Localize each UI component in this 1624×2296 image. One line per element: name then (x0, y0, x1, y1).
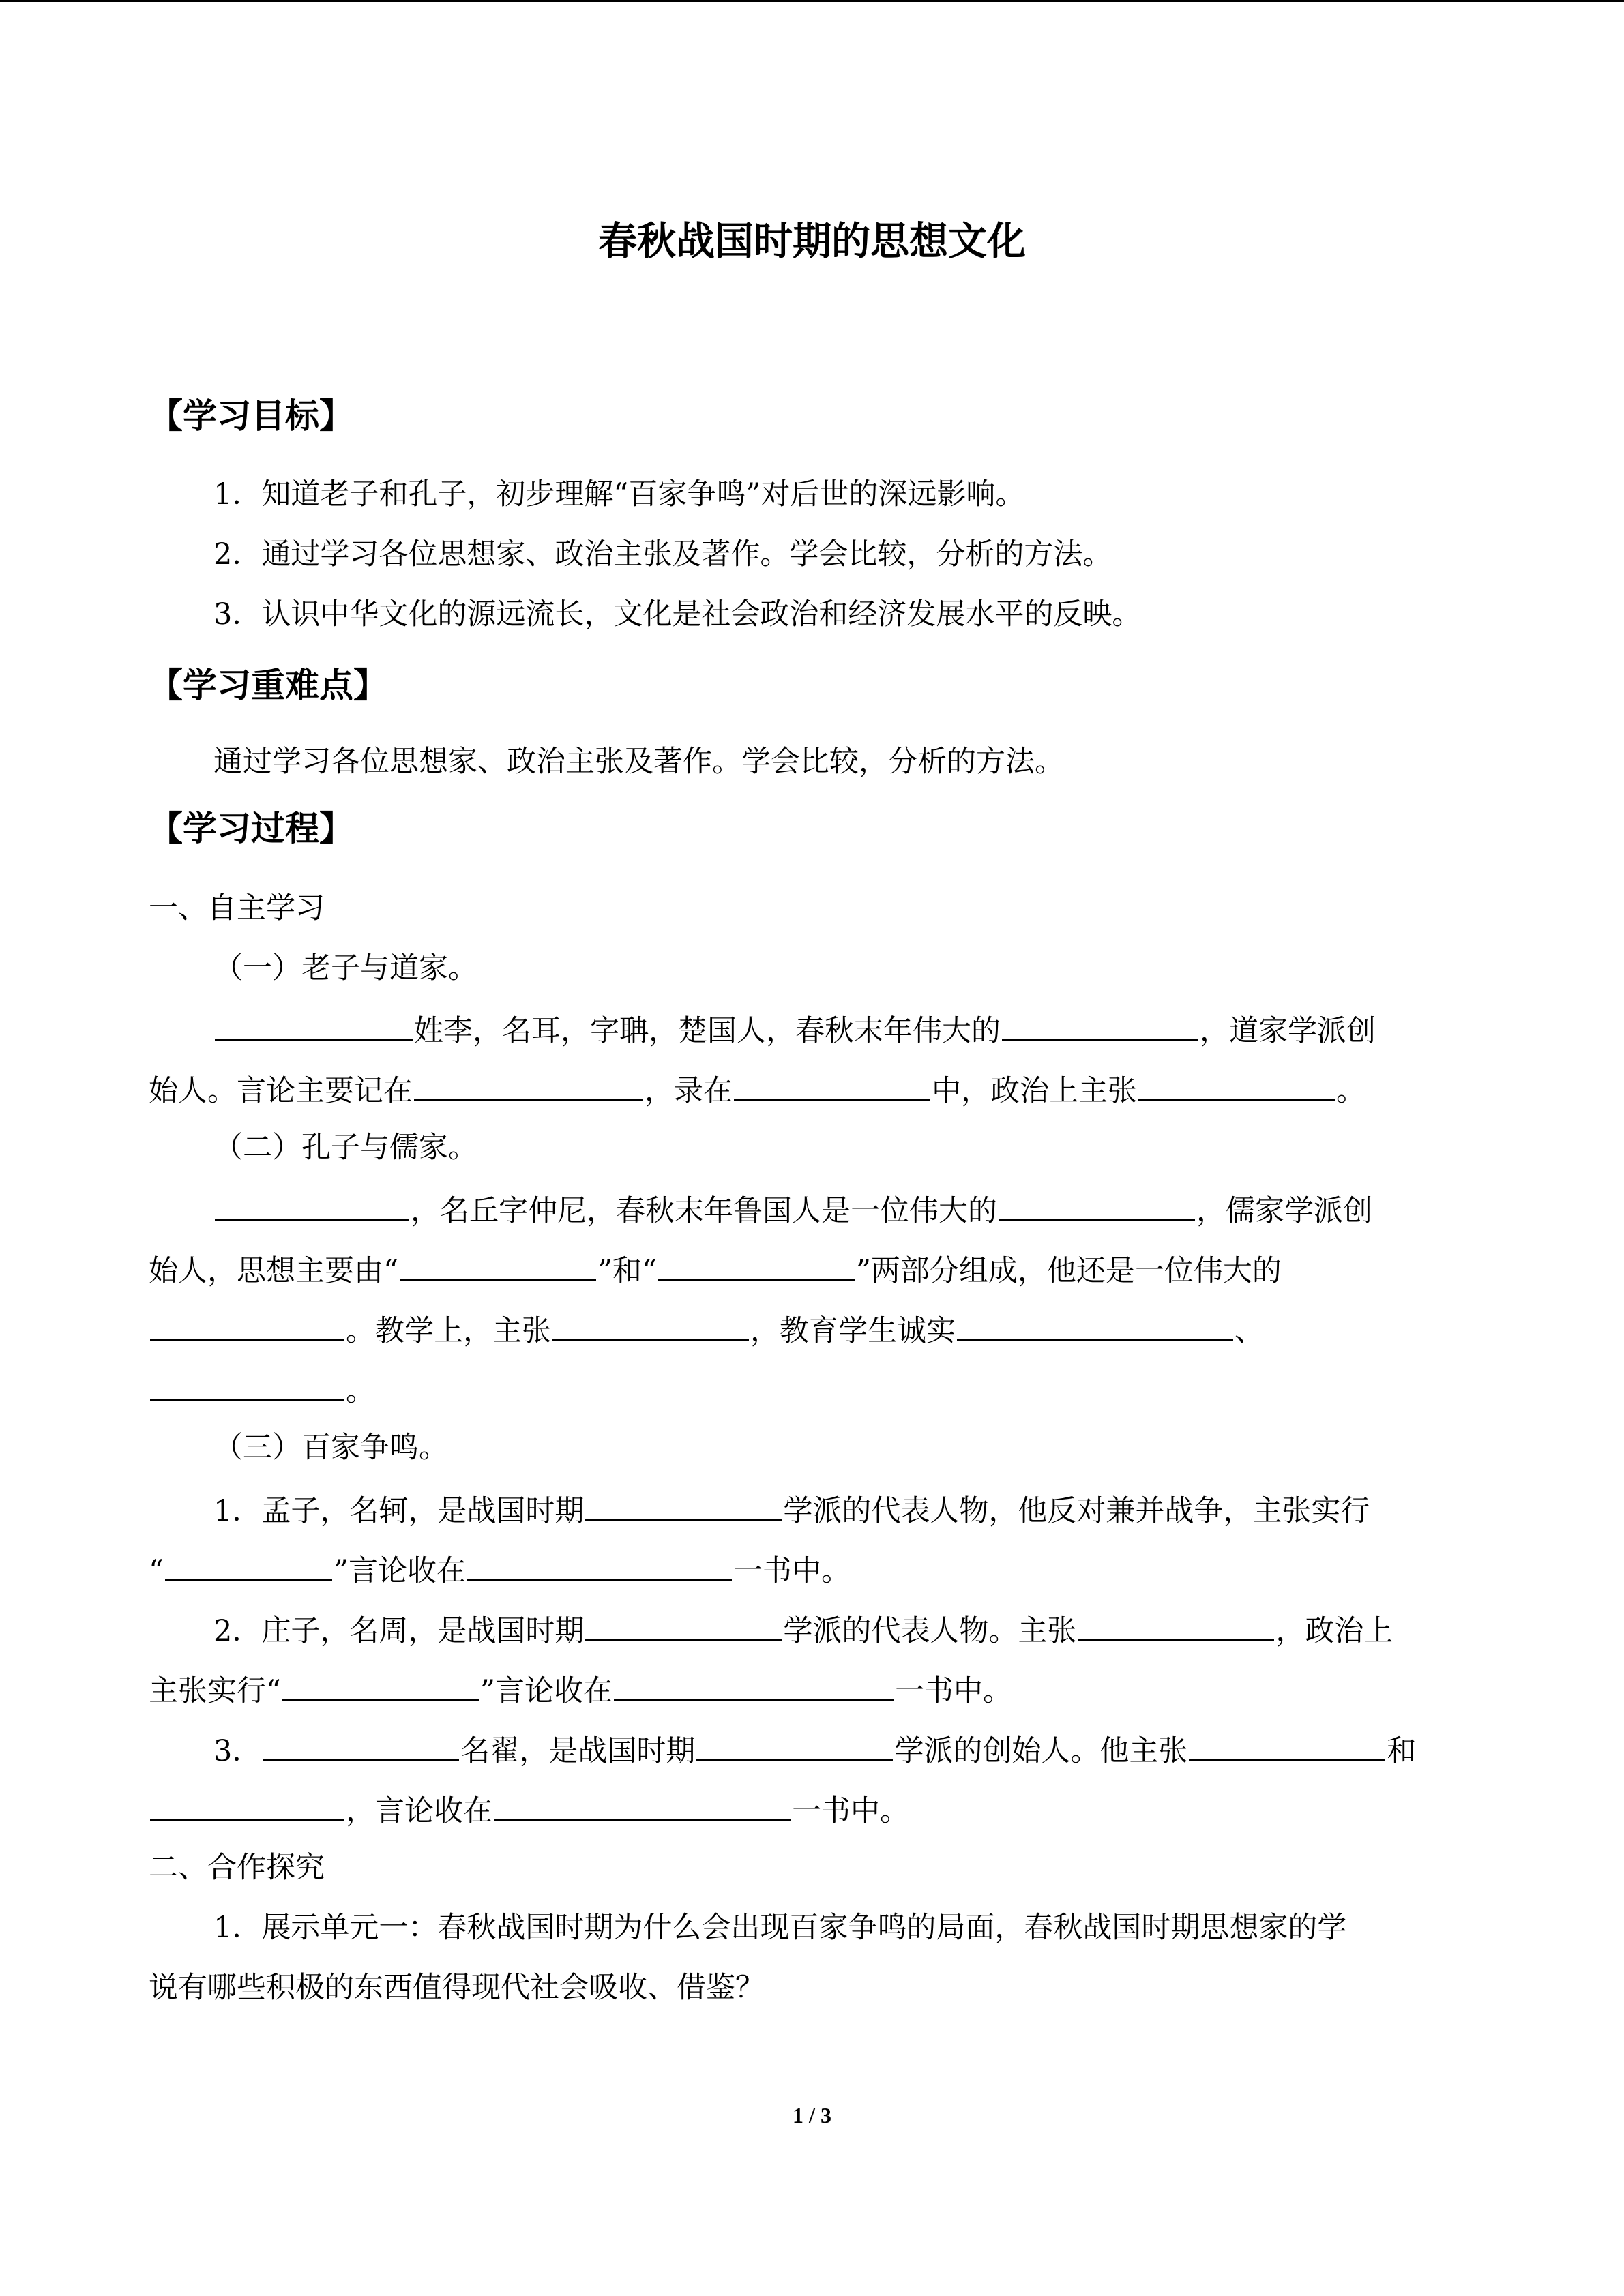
zhuangzi-line-1: 2．庄子，名周，是战国时期 学派的代表人物。主张 ，政治上 (213, 1607, 1393, 1652)
explore-line-1: 1．展示单元一：春秋战国时期为什么会出现百家争鸣的局面，春秋战国时期思想家的学 (213, 1911, 1347, 1945)
kongzi-line-1: ，名丘字仲尼，春秋末年鲁国人是一位伟大的 ，儒家学派创 (213, 1187, 1372, 1232)
mozi-line-1: 3． 名翟，是战国时期 学派的创始人。他主张 和 (213, 1727, 1416, 1772)
part-two-heading: 二、合作探究 (149, 1851, 325, 1885)
fill-blank[interactable] (150, 1787, 344, 1821)
goal-item: 2．通过学习各位思想家、政治主张及著作。学会比较，分析的方法。 (213, 537, 1112, 571)
mengzi-line-2: “ ”言论收在 一书中。 (149, 1547, 851, 1592)
key-points-text: 通过学习各位思想家、政治主张及著作。学会比较，分析的方法。 (213, 745, 1064, 779)
fill-blank[interactable] (263, 1727, 459, 1761)
page-number: 1 / 3 (793, 2103, 831, 2128)
laozi-line-1: 姓李，名耳，字聃，楚国人，春秋末年伟大的 ，道家学派创 (213, 1007, 1376, 1052)
laozi-line-2: 始人。言论主要记在 ，录在 中，政治上主张 。 (149, 1067, 1365, 1112)
fill-blank[interactable] (614, 1667, 894, 1701)
fill-blank[interactable] (552, 1307, 749, 1341)
fill-blank[interactable] (1002, 1007, 1198, 1041)
fill-blank[interactable] (494, 1787, 791, 1821)
fill-blank[interactable] (165, 1547, 332, 1581)
fill-blank[interactable] (215, 1187, 409, 1221)
fill-blank[interactable] (215, 1007, 413, 1041)
process-heading: 【学习过程】 (149, 809, 353, 848)
goal-item: 1．知道老子和孔子，初步理解“百家争鸣”对后世的深远影响。 (213, 477, 1025, 511)
page-top-border (0, 0, 1624, 2)
kongzi-line-2: 始人，思想主要由“ ”和“ ”两部分组成，他还是一位伟大的 (149, 1247, 1282, 1292)
fill-blank[interactable] (696, 1727, 893, 1761)
page-title: 春秋战国时期的思想文化 (598, 219, 1026, 264)
fill-blank[interactable] (585, 1487, 782, 1521)
part-one-heading: 一、自主学习 (149, 891, 325, 925)
fill-blank[interactable] (734, 1067, 930, 1101)
fill-blank[interactable] (414, 1067, 643, 1101)
fill-blank[interactable] (150, 1367, 344, 1401)
key-points-heading: 【学习重难点】 (149, 666, 387, 705)
explore-line-2: 说有哪些积极的东西值得现代社会吸收、借鉴？ (149, 1971, 765, 2005)
fill-blank[interactable] (282, 1667, 479, 1701)
fill-blank[interactable] (957, 1307, 1233, 1341)
fill-blank[interactable] (1138, 1067, 1335, 1101)
goal-item: 3．认识中华文化的源远流长，文化是社会政治和经济发展水平的反映。 (213, 597, 1142, 631)
fill-blank[interactable] (400, 1247, 596, 1281)
kongzi-line-4: 。 (149, 1367, 375, 1412)
fill-blank[interactable] (1078, 1607, 1274, 1641)
zhuangzi-line-2: 主张实行“ ”言论收在 一书中。 (149, 1667, 1012, 1712)
fill-blank[interactable] (658, 1247, 855, 1281)
fill-blank[interactable] (467, 1547, 732, 1581)
kongzi-line-3: 。教学上，主张 ，教育学生诚实 、 (149, 1307, 1264, 1352)
fill-blank[interactable] (999, 1187, 1195, 1221)
subsection-laozi: （一）老子与道家。 (213, 951, 477, 985)
goals-heading: 【学习目标】 (149, 396, 353, 436)
fill-blank[interactable] (1189, 1727, 1385, 1761)
subsection-kongzi: （二）孔子与儒家。 (213, 1131, 477, 1165)
fill-blank[interactable] (585, 1607, 782, 1641)
subsection-hundred-schools: （三）百家争鸣。 (213, 1431, 448, 1465)
fill-blank[interactable] (150, 1307, 344, 1341)
mengzi-line-1: 1．孟子，名轲，是战国时期 学派的代表人物，他反对兼并战争，主张实行 (213, 1487, 1370, 1532)
mozi-line-2: ，言论收在 一书中。 (149, 1787, 909, 1832)
